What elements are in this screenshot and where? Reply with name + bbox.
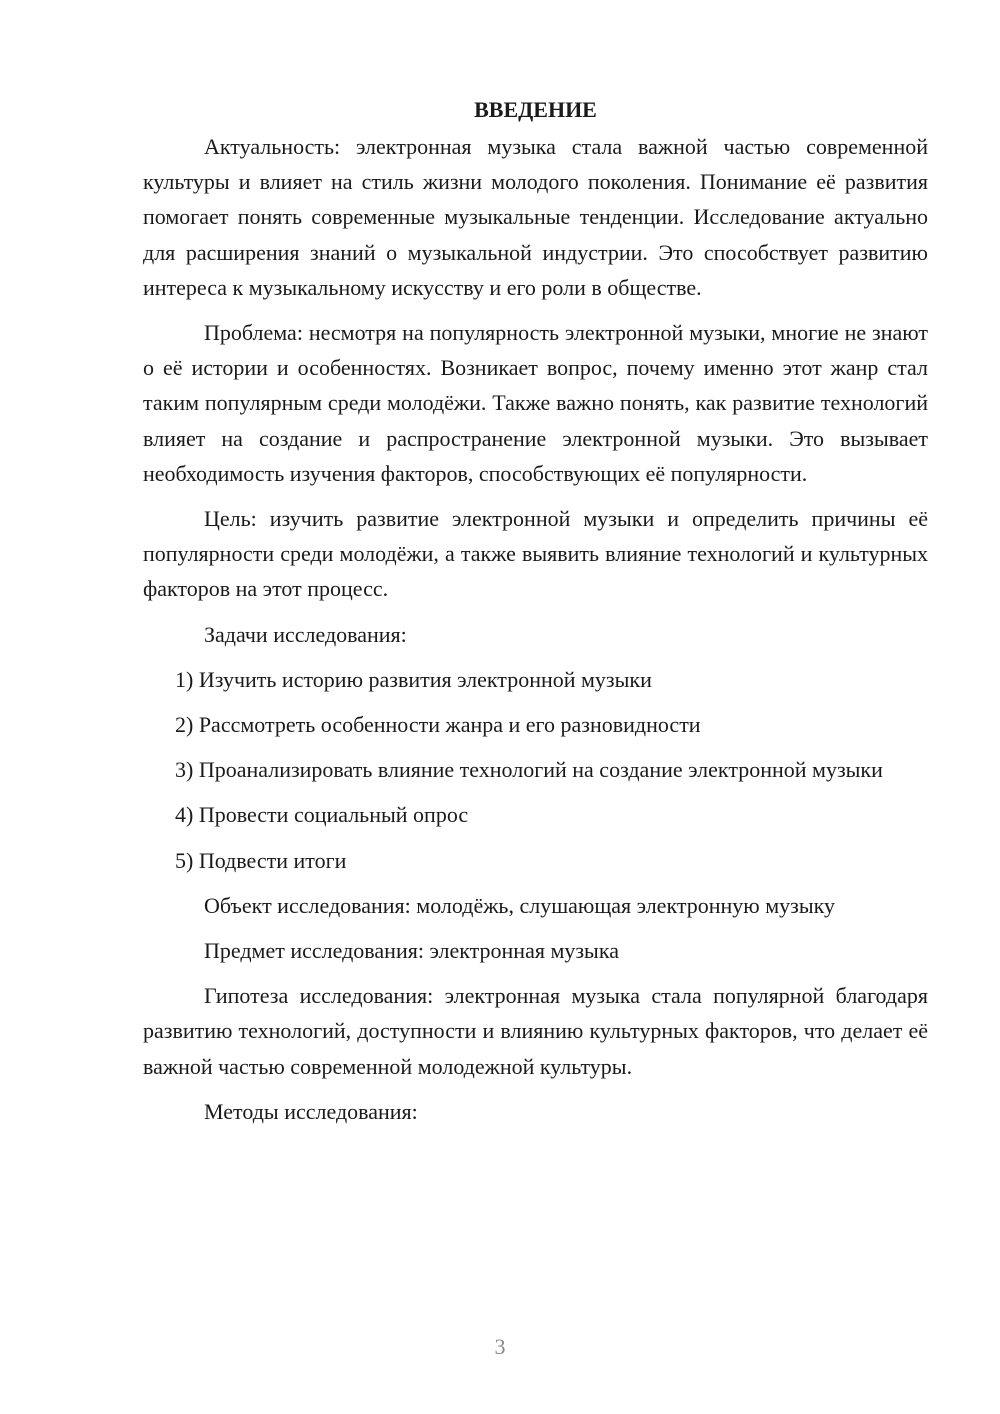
hypothesis-paragraph: Гипотеза исследования: электронная музыка стала популярной благодаря развитию технологий, доступности и влиянию культурных факторов, что делает её важной частью современной молодежной культуры. — [143, 983, 928, 1079]
task-item-3: 3) Проанализировать влияние технологий на создание электронной музыки — [175, 757, 883, 783]
methods-title: Методы исследования: — [204, 1098, 418, 1124]
subject-paragraph: Предмет исследования: электронная музыка — [204, 938, 619, 964]
tasks-title: Задачи исследования: — [204, 621, 407, 647]
task-item-5: 5) Подвести итоги — [175, 847, 347, 873]
task-item-4: 4) Провести социальный опрос — [175, 802, 469, 828]
relevance-paragraph: Актуальность: электронная музыка стала важной частью современной культуры и влияет на стиль жизни молодого поколения. Понимание её развития помогает понять современные музыкальные тенденции. Исследование актуально для расширения знаний о музыкальной индустрии. Это способствует развитию интереса к музыкальному искусству и его роли в обществе. — [143, 134, 928, 300]
task-item-2: 2) Рассмотреть особенности жанра и его разновидности — [175, 712, 701, 738]
goal-paragraph: Цель: изучить развитие электронной музыки и определить причины её популярности среди молодёжи, а также выявить влияние технологий и культурных факторов на этот процесс. — [143, 506, 928, 602]
object-paragraph: Объект исследования: молодёжь, слушающая электронную музыку — [204, 892, 835, 918]
page-number: 3 — [494, 1334, 506, 1359]
document-page — [143, 92, 928, 1139]
problem-paragraph: Проблема: несмотря на популярность электронной музыки, многие не знают о её истории и особенностях. Возникает вопрос, почему именно этот жанр стал таким популярным среди молодёжи. Также важно понять, как развитие технологий влияет на создание и распространение электронной музыки. Это вызывает необходимость изучения факторов, способствующих её популярности. — [143, 320, 928, 486]
task-item-1: 1) Изучить историю развития электронной музыки — [175, 666, 652, 692]
section-heading: ВВЕДЕНИЕ — [474, 97, 597, 122]
